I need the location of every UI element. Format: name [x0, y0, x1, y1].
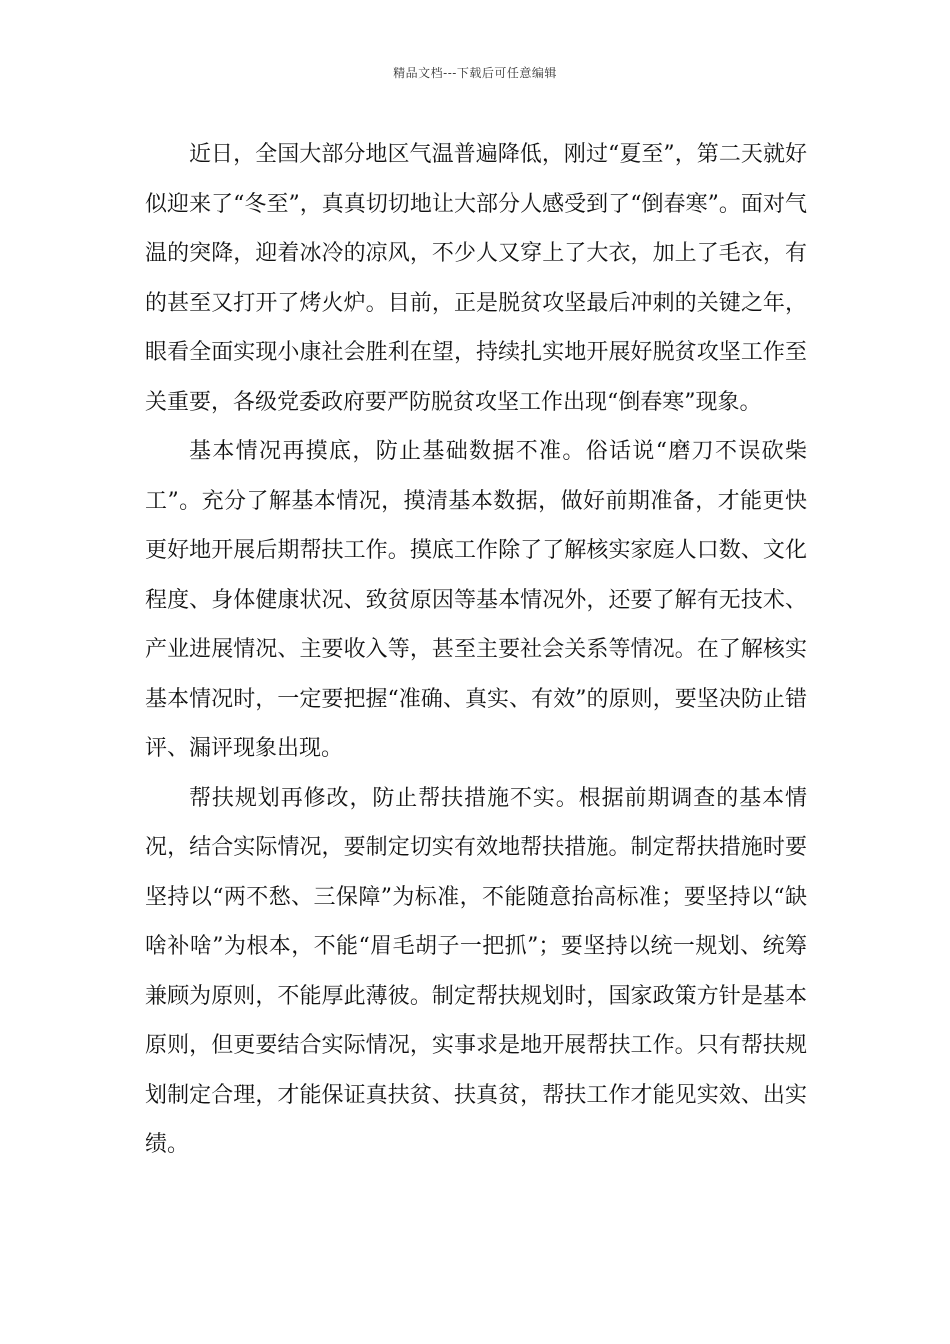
paragraph-1: 近日，全国大部分地区气温普遍降低，刚过“夏至”，第二天就好似迎来了“冬至”，真真切切地让大部分人感受到了“倒春寒”。面对气温的突降，迎着冰冷的凉风，不少人又穿上了大衣，加上了毛衣，有的甚至又打开了烤火炉。目前，正是脱贫攻坚最后冲刺的关键之年，眼看全面实现小康社会胜利在望，持续扎实地开展好脱贫攻坚工作至关重要，各级党委政府要严防脱贫攻坚工作出现“倒春寒”现象。 — [145, 142, 807, 415]
paragraph-2: 基本情况再摸底，防止基础数据不准。俗话说“磨刀不误砍柴工”。充分了解基本情况，摸清基本数据，做好前期准备，才能更快更好地开展后期帮扶工作。摸底工作除了了解核实家庭人口数、文化程度、身体健康状况、致贫原因等基本情况外，还要了解有无技术、产业进展情况、主要收入等，甚至主要社会关系等情况。在了解核实基本情况时，一定要把握“准确、真实、有效”的原则，要坚决防止错评、漏评现象出现。 — [145, 439, 807, 761]
page-header: 精品文档---下载后可任意编辑 — [393, 66, 557, 80]
document-body — [145, 130, 807, 1170]
paragraph-3: 帮扶规划再修改，防止帮扶措施不实。根据前期调查的基本情况，结合实际情况，要制定切实有效地帮扶措施。制定帮扶措施时要坚持以“两不愁、三保障”为标准，不能随意抬高标准；要坚持以“缺啥补啥”为根本，不能“眉毛胡子一把抓”；要坚持以统一规划、统筹兼顾为原则，不能厚此薄彼。制定帮扶规划时，国家政策方针是基本原则，但更要结合实际情况，实事求是地开展帮扶工作。只有帮扶规划制定合理，才能保证真扶贫、扶真贫，帮扶工作才能见实效、出实绩。 — [145, 785, 807, 1157]
